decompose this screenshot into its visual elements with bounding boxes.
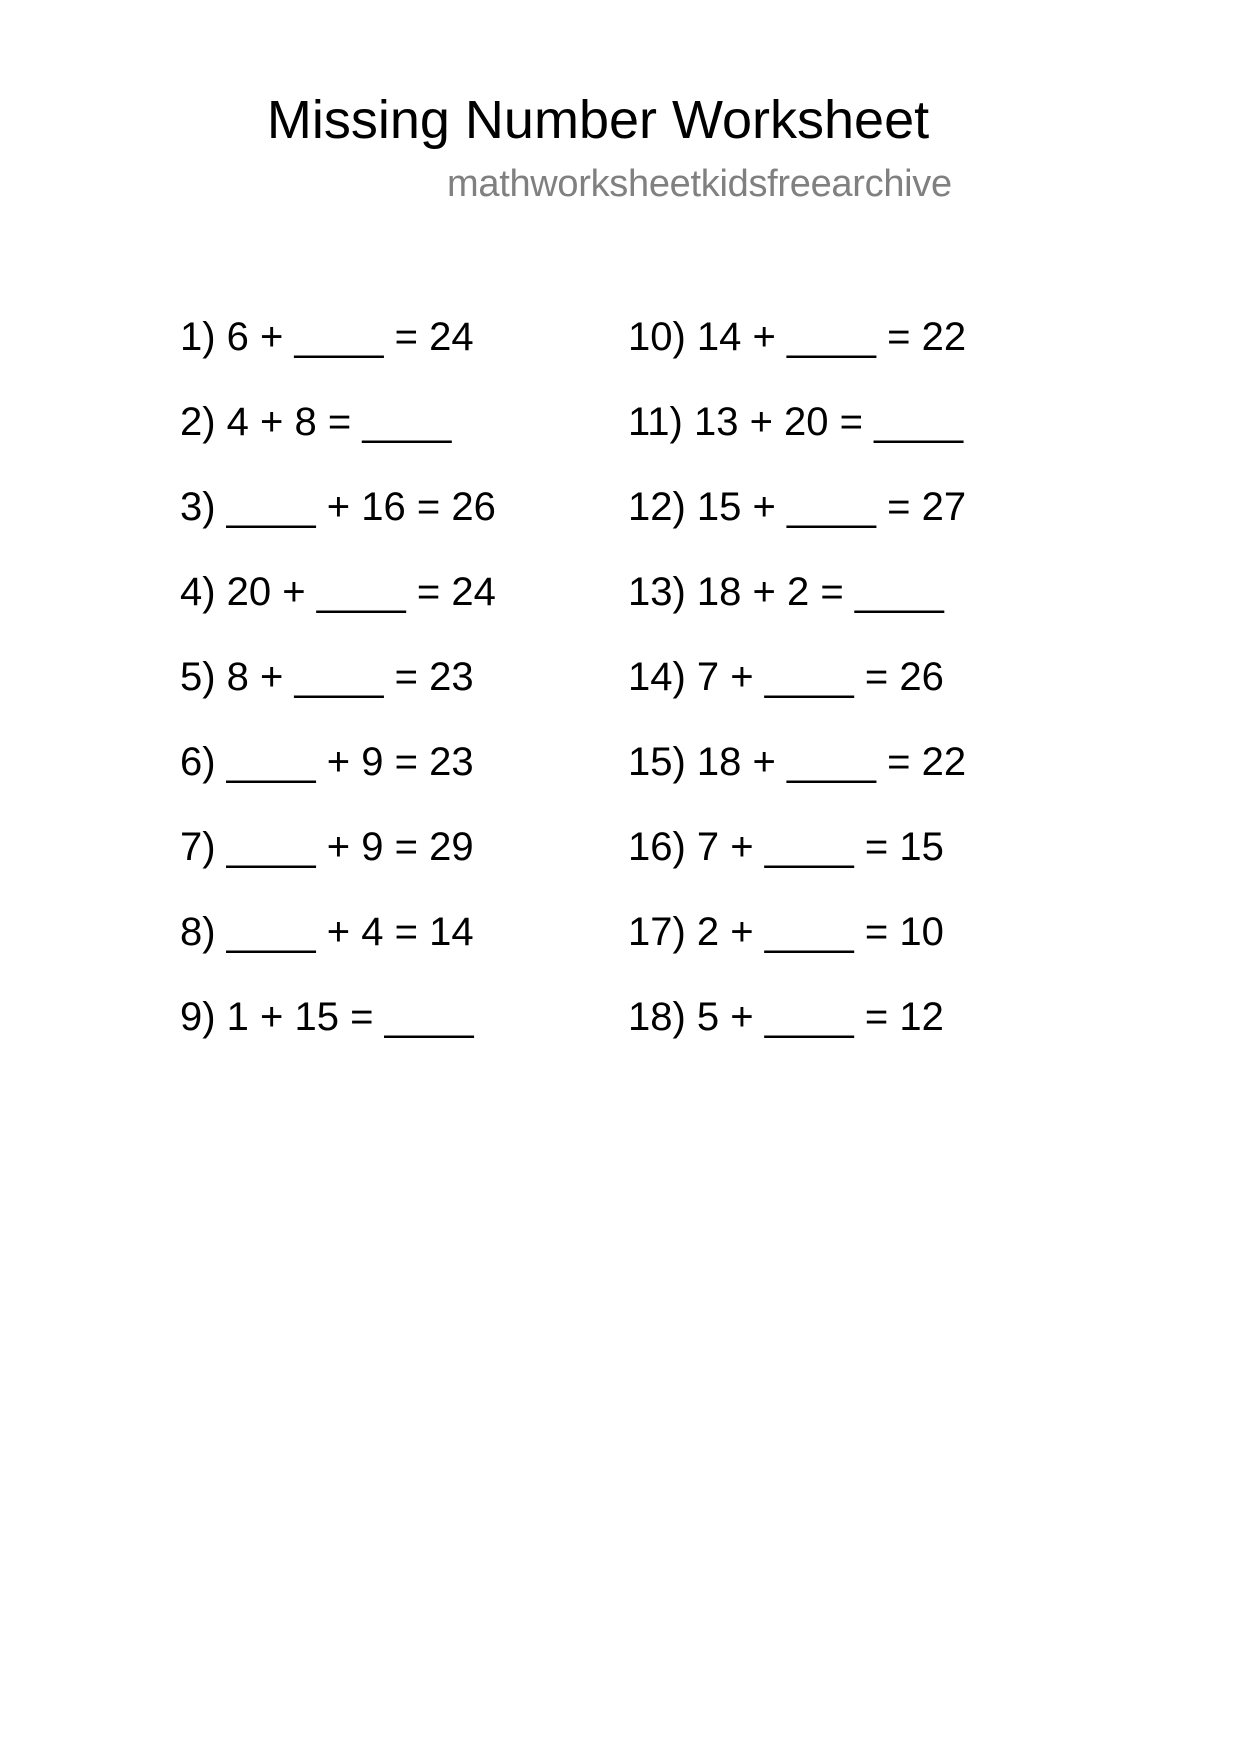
problem-item: 18) 5 + ____ = 12 — [628, 995, 944, 1039]
problem-item: 11) 13 + 20 = ____ — [628, 400, 964, 444]
problem-item: 10) 14 + ____ = 22 — [628, 315, 967, 359]
problem-item: 8) ____ + 4 = 14 — [180, 910, 474, 954]
problem-item: 16) 7 + ____ = 15 — [628, 825, 944, 869]
problem-item: 9) 1 + 15 = ____ — [180, 995, 474, 1039]
problem-item: 14) 7 + ____ = 26 — [628, 655, 944, 699]
problem-item: 3) ____ + 16 = 26 — [180, 485, 496, 529]
problem-item: 1) 6 + ____ = 24 — [180, 315, 474, 359]
page-title: Missing Number Worksheet — [266, 90, 930, 150]
problem-item: 17) 2 + ____ = 10 — [628, 910, 944, 954]
problem-item: 2) 4 + 8 = ____ — [180, 400, 452, 444]
problem-item: 7) ____ + 9 = 29 — [180, 825, 474, 869]
problem-item: 5) 8 + ____ = 23 — [180, 655, 474, 699]
problems-right-column — [628, 313, 966, 1078]
source-subtitle: mathworksheetkidsfreearchive — [447, 163, 952, 205]
problem-item: 12) 15 + ____ = 27 — [628, 485, 967, 529]
problems-left-column — [180, 313, 496, 1078]
problem-item: 15) 18 + ____ = 22 — [628, 740, 967, 784]
problem-item: 13) 18 + 2 = ____ — [628, 570, 944, 614]
problem-item: 4) 20 + ____ = 24 — [180, 570, 496, 614]
problem-item: 6) ____ + 9 = 23 — [180, 740, 474, 784]
